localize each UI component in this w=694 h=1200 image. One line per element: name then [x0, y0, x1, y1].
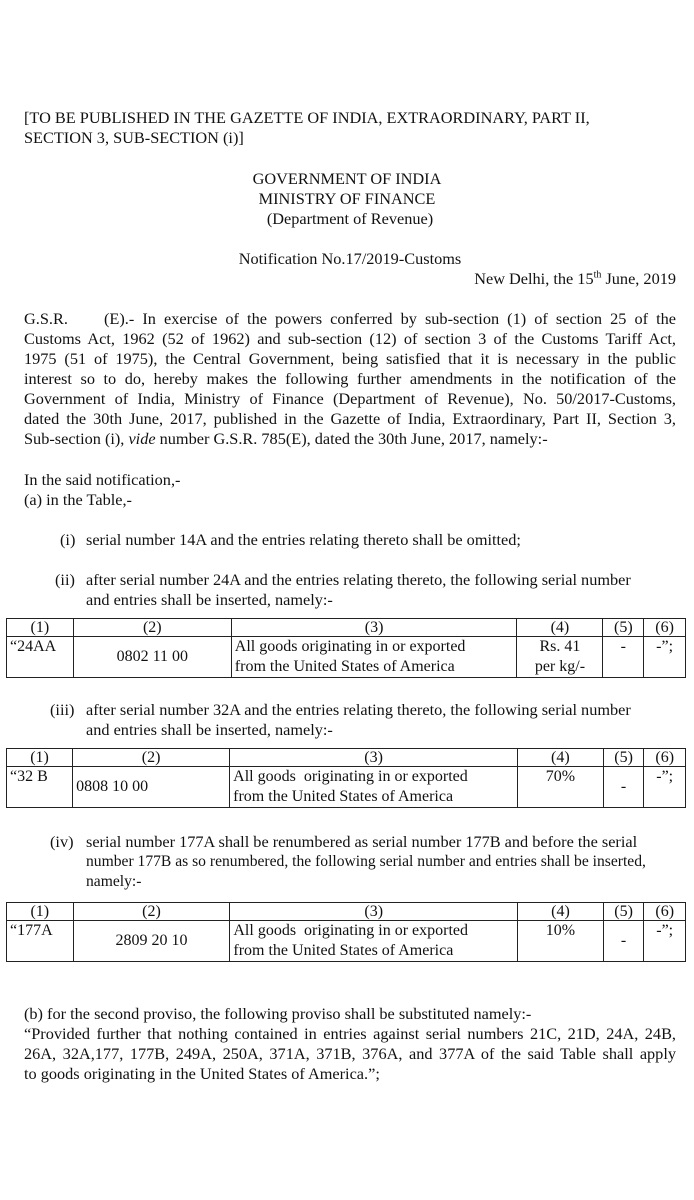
preamble-line-5: Government of India, Ministry of Finance (Department of Revenue), No. 50/2017-Customs,: [24, 389, 676, 408]
tariff-code-cell: 2809 20 10: [73, 921, 230, 962]
header-col-5: (5): [603, 749, 644, 767]
preamble-line-7: Sub-section (i), vide number G.S.R. 785(E), dated the 30th June, 2017, namely:-: [24, 429, 548, 448]
header-col-1: (1): [7, 749, 73, 767]
item-i-text: serial number 14A and the entries relating thereto shall be omitted;: [86, 530, 521, 549]
item-iv-line-1: serial number 177A shall be renumbered as serial number 177B and before the serial: [86, 832, 638, 851]
item-ii-number: (ii): [55, 570, 75, 589]
preamble-line-1: (E).- In exercise of the powers conferred by sub-section (1) of section 25 of the: [104, 309, 676, 328]
rate-cell: 10%: [518, 921, 604, 962]
header-col-3: (3): [230, 903, 518, 921]
item-i-number: (i): [60, 530, 76, 549]
col5-cell: -: [603, 637, 644, 678]
serial-number-cell: “24AA: [7, 637, 74, 678]
table-header-row: [7, 903, 686, 921]
header-col-3: (3): [230, 749, 518, 767]
preamble-line-4: interest so to do, hereby makes the following further amendments in the notification of the: [24, 369, 676, 388]
item-iii-line-2: and entries shall be inserted, namely:-: [86, 720, 333, 739]
header-col-3: (3): [231, 619, 517, 637]
proviso-line-2: “Provided further that nothing contained in entries against serial numbers 21C, 21D, 24A, 24B,: [24, 1024, 676, 1043]
preamble-line-3: 1975 (51 of 1975), the Central Government, being satisfied that it is necessary in the public: [24, 349, 676, 368]
header-col-1: (1): [7, 619, 74, 637]
header-col-2: (2): [73, 749, 230, 767]
description-cell: All goods originating in or exported from the United States of America: [230, 767, 518, 808]
table-row: [7, 921, 686, 962]
preamble-line-2: Customs Act, 1962 (52 of 1962) and sub-section (12) of section 3 of the Customs Tariff Act,: [24, 329, 676, 348]
item-ii-line-2: and entries shall be inserted, namely:-: [86, 590, 333, 609]
table-header-row: [7, 619, 686, 637]
department-title: (Department of Revenue): [266, 209, 434, 228]
tariff-code-cell: 0808 10 00: [73, 767, 230, 808]
header-col-2: (2): [73, 903, 230, 921]
table-header-row: [7, 749, 686, 767]
preamble-line-6: dated the 30th June, 2017, published in the Gazette of India, Extraordinary, Part II, Section 3,: [24, 409, 676, 428]
col5-cell: -: [603, 921, 644, 962]
table-row: [7, 637, 686, 678]
intro-line-1: In the said notification,-: [24, 470, 181, 489]
publish-line-2: SECTION 3, SUB-SECTION (i)]: [24, 128, 244, 147]
header-col-4: (4): [518, 903, 604, 921]
item-iv-line-3: namely:-: [86, 873, 142, 890]
proviso-line-1: (b) for the second proviso, the following proviso shall be substituted namely:-: [24, 1004, 532, 1023]
table-serial-177a: [6, 902, 686, 962]
description-cell: All goods originating in or exported from the United States of America: [230, 921, 518, 962]
col6-cell: -”;: [644, 921, 686, 962]
notification-number: Notification No.17/2019-Customs: [238, 249, 462, 268]
tariff-code-cell: 0802 11 00: [73, 637, 231, 678]
publish-line-1: [TO BE PUBLISHED IN THE GAZETTE OF INDIA, EXTRAORDINARY, PART II,: [24, 108, 590, 127]
notification-date: New Delhi, the 15th June, 2019: [474, 269, 676, 288]
rate-cell: 70%: [517, 767, 603, 808]
header-col-6: (6): [644, 903, 686, 921]
header-col-5: (5): [603, 903, 644, 921]
ministry-title: MINISTRY OF FINANCE: [258, 189, 436, 208]
col5-cell: -: [603, 767, 644, 808]
item-iv-number: (iv): [50, 832, 74, 851]
header-col-6: (6): [644, 619, 686, 637]
item-ii-line-1: after serial number 24A and the entries relating thereto, the following serial number: [86, 570, 631, 589]
serial-number-cell: “177A: [7, 921, 74, 962]
item-iv-line-2: number 177B as so renumbered, the following serial number and entries shall be inserted,: [86, 853, 646, 870]
table-serial-32b: [6, 748, 686, 808]
header-col-5: (5): [603, 619, 644, 637]
preamble-gsr: G.S.R.: [24, 309, 68, 328]
header-col-2: (2): [73, 619, 231, 637]
proviso-line-4: to goods originating in the United States of America.”;: [24, 1064, 380, 1083]
item-iii-line-1: after serial number 32A and the entries relating thereto, the following serial number: [86, 700, 631, 719]
header-col-4: (4): [517, 749, 603, 767]
col6-cell: -”;: [644, 637, 686, 678]
government-title: GOVERNMENT OF INDIA: [252, 169, 442, 188]
header-col-1: (1): [7, 903, 74, 921]
table-serial-24aa: [6, 618, 686, 678]
header-col-4: (4): [517, 619, 603, 637]
col6-cell: -”;: [644, 767, 686, 808]
item-iii-number: (iii): [50, 700, 75, 719]
table-row: [7, 767, 686, 808]
rate-cell: Rs. 41 per kg/-: [517, 637, 603, 678]
proviso-line-3: 26A, 32A,177, 177B, 249A, 250A, 371A, 371B, 376A, and 377A of the said Table shall apply: [24, 1044, 676, 1063]
intro-line-2: (a) in the Table,-: [24, 490, 132, 509]
header-col-6: (6): [644, 749, 686, 767]
description-cell: All goods originating in or exported from the United States of America: [231, 637, 517, 678]
serial-number-cell: “32 B: [7, 767, 73, 808]
